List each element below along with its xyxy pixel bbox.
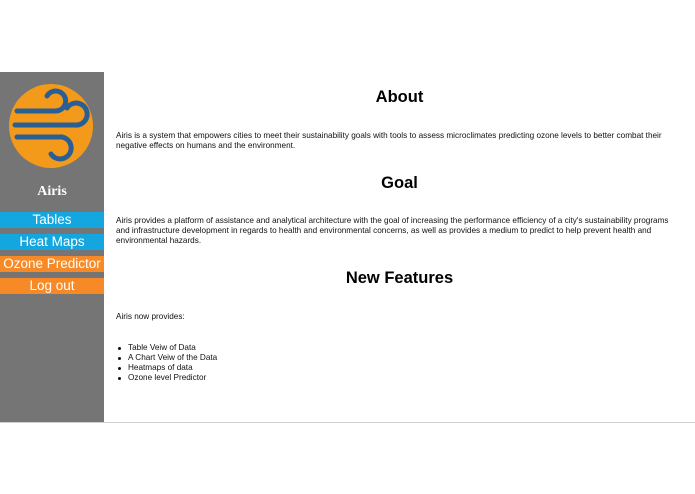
list-item: Heatmaps of data bbox=[116, 363, 217, 373]
nav-ozone-predictor-button[interactable]: Ozone Predictor bbox=[0, 256, 104, 272]
sidebar bbox=[0, 72, 104, 422]
features-intro: Airis now provides: bbox=[116, 312, 185, 321]
list-item: A Chart Veiw of the Data bbox=[116, 353, 217, 363]
about-heading: About bbox=[375, 88, 424, 106]
main-content bbox=[104, 72, 695, 422]
nav-log-out-button[interactable]: Log out bbox=[0, 278, 104, 294]
app-window bbox=[0, 72, 695, 423]
brand-name: Airis bbox=[37, 184, 67, 199]
goal-heading: Goal bbox=[381, 174, 418, 192]
nav-heat-maps-button[interactable]: Heat Maps bbox=[0, 234, 104, 250]
list-item: Table Veiw of Data bbox=[116, 343, 217, 353]
goal-text: Airis provides a platform of assistance and analytical architecture with the goal of increasing the performance efficiency of a city's sustainability programs and infrastructure development in regards to health and environmental concerns, as well as provides a medium to predict to help prevent health and environmental hazards. bbox=[116, 216, 669, 245]
wind-icon[interactable] bbox=[9, 84, 93, 168]
list-item: Ozone level Predictor bbox=[116, 373, 217, 383]
features-list bbox=[116, 343, 217, 383]
new-features-heading: New Features bbox=[345, 269, 454, 287]
nav-tables-button[interactable]: Tables bbox=[0, 212, 104, 228]
about-text: Airis is a system that empowers cities to meet their sustainability goals with tools to assess microclimates predicting ozone levels to better combat their negative effects on humans and the environment. bbox=[116, 131, 662, 150]
